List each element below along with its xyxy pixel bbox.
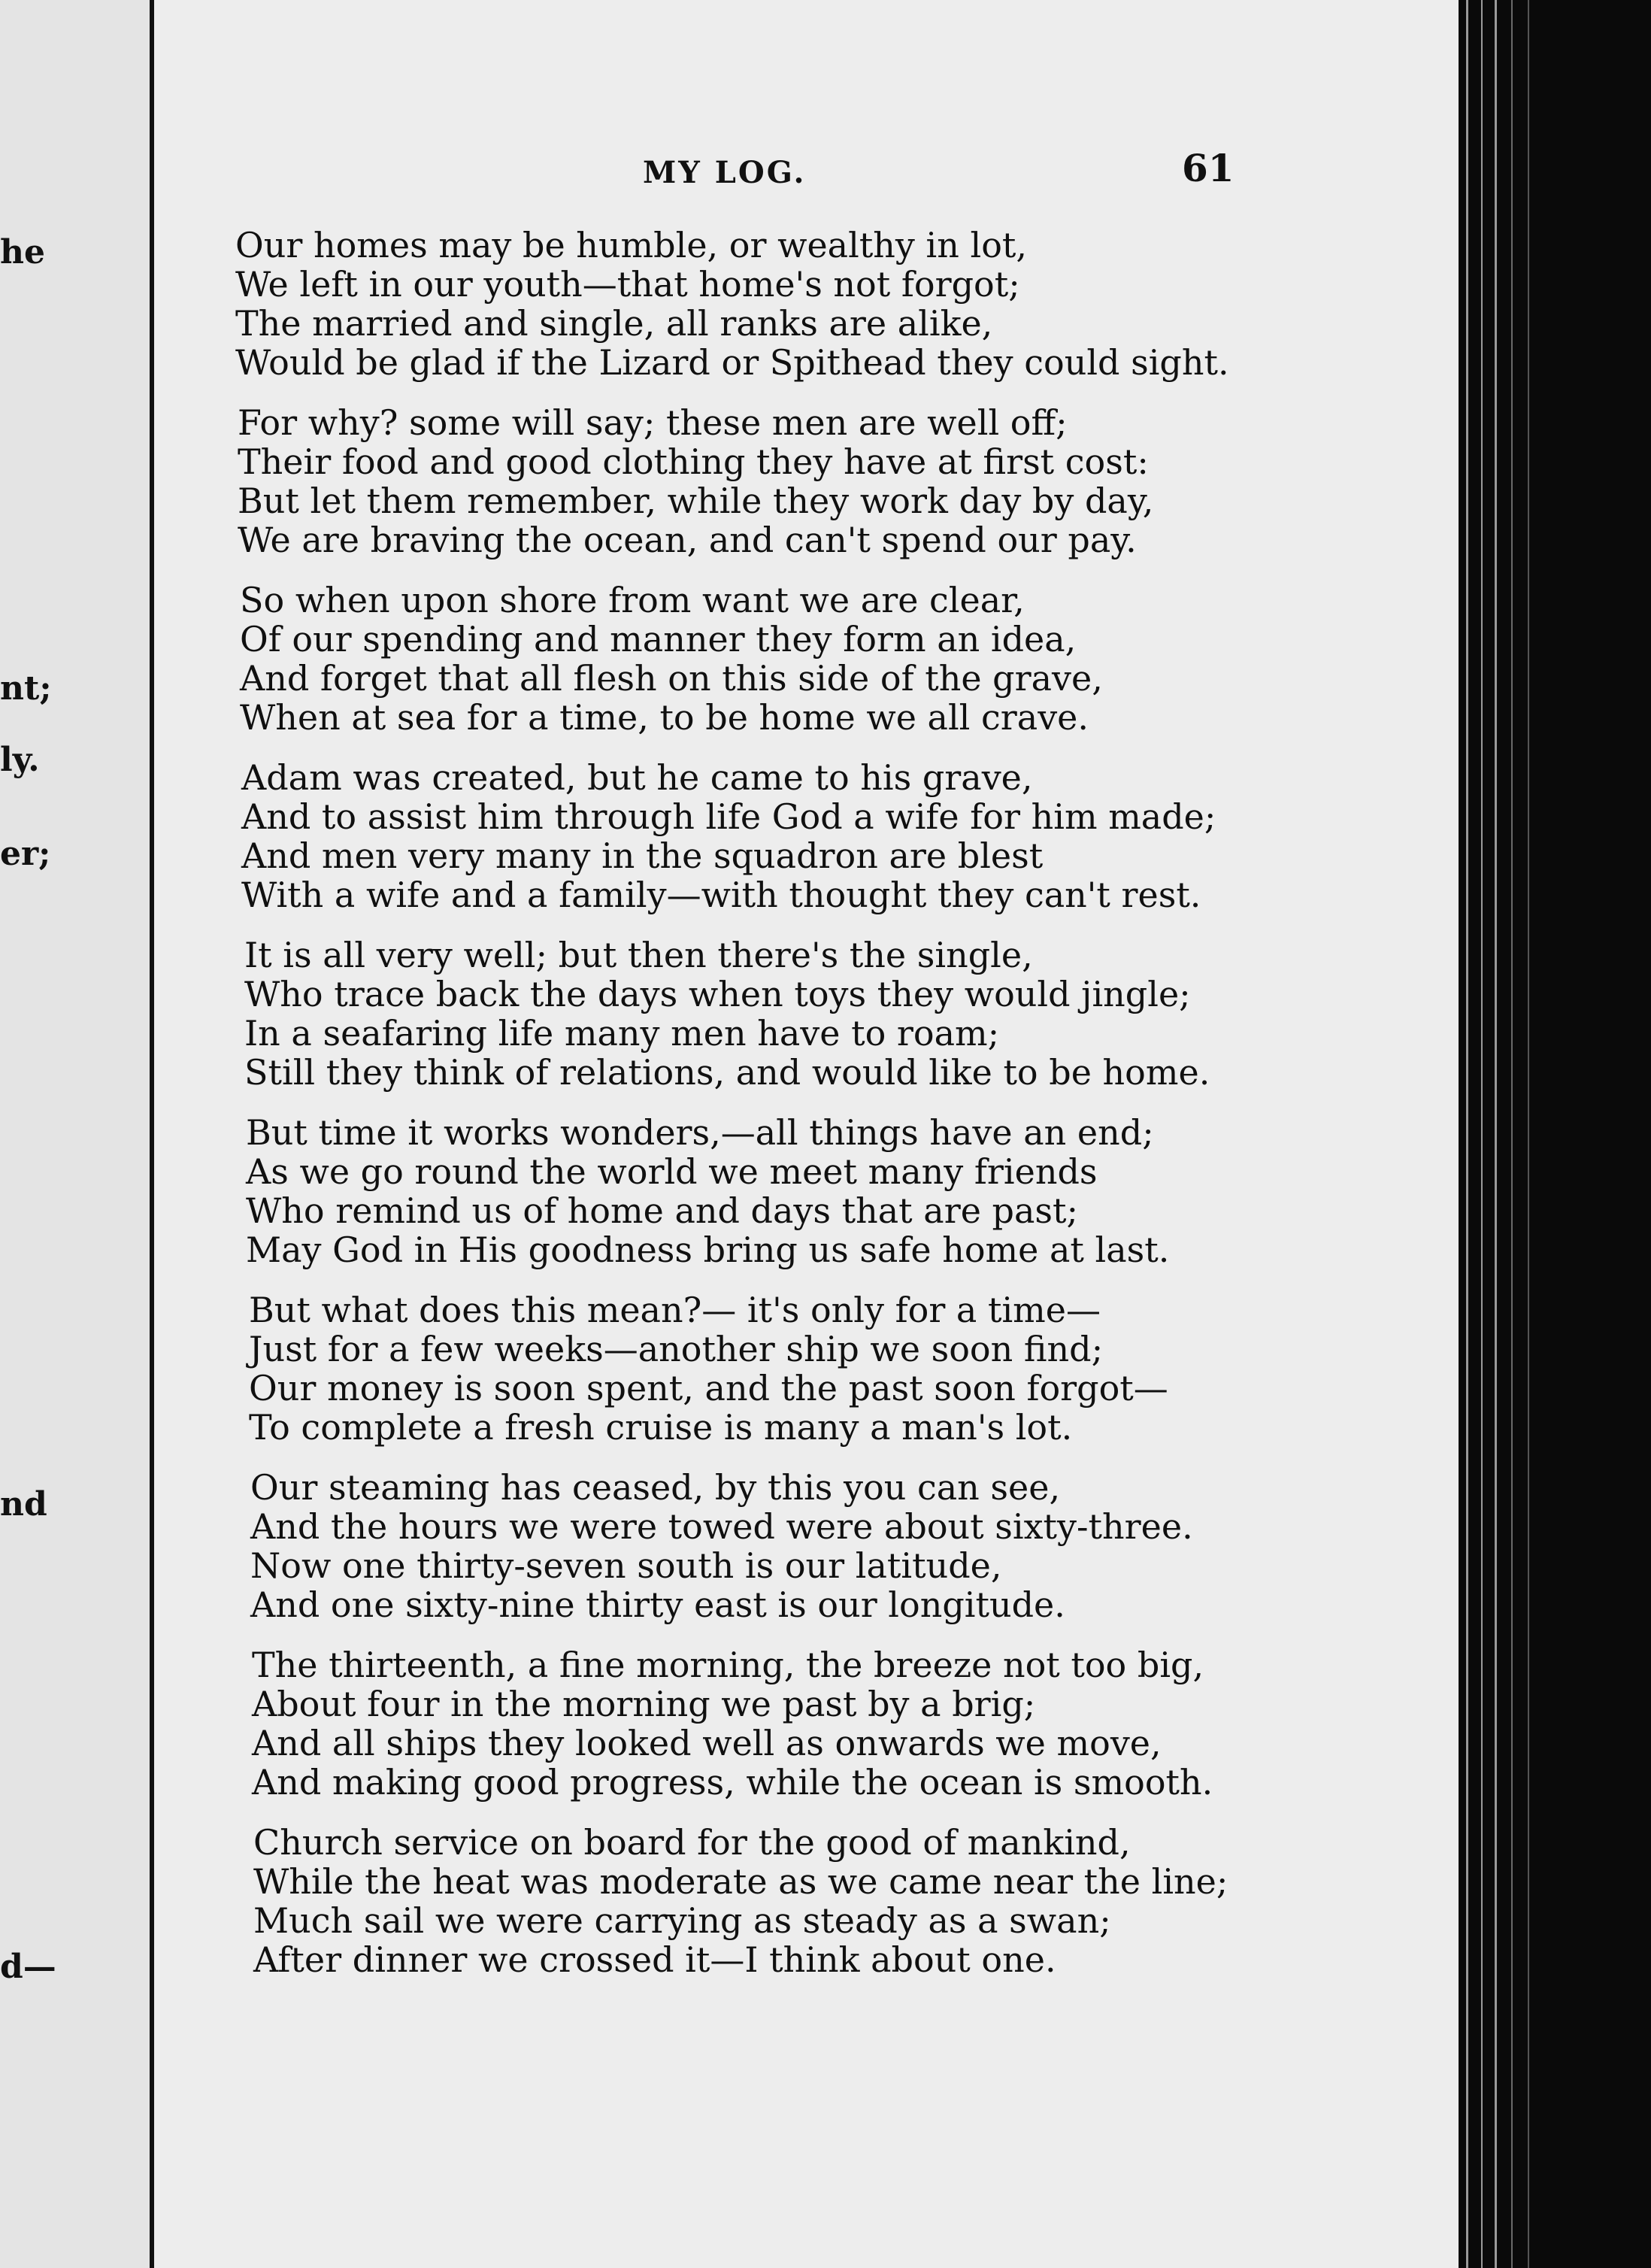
verse-line: Much sail we were carrying as steady as a swan; (253, 1900, 1111, 1941)
verse-line: The married and single, all ranks are alike, (235, 303, 993, 344)
verse-line: Our money is soon spent, and the past soon forgot— (249, 1368, 1168, 1408)
running-head: MY LOG. (643, 155, 807, 190)
verse-line: After dinner we crossed it—I think about one. (253, 1939, 1056, 1980)
stanza (229, 226, 1297, 382)
verse-line: We are braving the ocean, and can't spend our pay. (238, 520, 1137, 560)
verse-line: Church service on board for the good of mankind, (253, 1822, 1131, 1863)
verse-line: And all ships they looked well as onwards we move, (252, 1723, 1162, 1763)
poem-body (229, 226, 1297, 2000)
left-page-fragment: d— (0, 1948, 56, 1986)
stanza (229, 1468, 1297, 1624)
verse-line: And to assist him through life God a wife for him made; (241, 796, 1216, 837)
left-page-fragment: ly. (0, 741, 40, 779)
verse-line: The thirteenth, a fine morning, the breeze not too big, (252, 1645, 1204, 1685)
verse-line: And the hours we were towed were about sixty-three. (250, 1506, 1193, 1547)
verse-line: Their food and good clothing they have at first cost: (238, 441, 1149, 482)
stanza (229, 581, 1297, 737)
verse-line: Of our spending and manner they form an idea, (240, 619, 1077, 659)
verse-line: Our homes may be humble, or wealthy in lot, (235, 225, 1028, 265)
page-edges (1459, 0, 1651, 2268)
left-page-fragment: er; (0, 835, 51, 873)
verse-line: It is all very well; but then there's the single, (244, 935, 1033, 975)
verse-line: Now one thirty-seven south is our latitude, (250, 1545, 1002, 1586)
stanza (229, 1290, 1297, 1447)
stanza (229, 403, 1297, 559)
left-page (0, 0, 154, 2268)
verse-line: And forget that all flesh on this side of the grave, (240, 658, 1103, 699)
verse-line: With a wife and a family—with thought they can't rest. (241, 875, 1201, 915)
verse-line: To complete a fresh cruise is many a man's lot. (249, 1407, 1073, 1448)
stanza (229, 1645, 1297, 1802)
verse-line: When at sea for a time, to be home we all crave. (240, 697, 1089, 738)
verse-line: As we go round the world we meet many friends (246, 1151, 1098, 1192)
left-page-fragment: nt; (0, 669, 52, 708)
verse-line: And one sixty-nine thirty east is our longitude. (250, 1584, 1065, 1625)
left-page-fragment: he (0, 233, 45, 271)
stanza (229, 1113, 1297, 1269)
left-page-fragment: nd (0, 1485, 47, 1524)
verse-line: In a seafaring life many men have to roam; (244, 1013, 1000, 1054)
verse-line: So when upon shore from want we are clear, (240, 580, 1025, 620)
verse-line: We left in our youth—that home's not forgot; (235, 264, 1020, 305)
verse-line: Who remind us of home and days that are past; (246, 1190, 1079, 1231)
verse-line: Who trace back the days when toys they would jingle; (244, 974, 1191, 1014)
verse-line: Still they think of relations, and would like to be home. (244, 1052, 1210, 1093)
stanza (229, 1823, 1297, 1979)
verse-line: For why? some will say; these men are well off; (238, 402, 1068, 443)
stanza (229, 935, 1297, 1092)
verse-line: While the heat was moderate as we came near the line; (253, 1861, 1228, 1902)
verse-line: Adam was created, but he came to his grave, (241, 757, 1033, 798)
verse-line: But let them remember, while they work day by day, (238, 481, 1154, 521)
verse-line: About four in the morning we past by a brig; (252, 1684, 1036, 1724)
verse-line: Would be glad if the Lizard or Spithead they could sight. (235, 342, 1229, 383)
verse-line: May God in His goodness bring us safe home at last. (246, 1230, 1170, 1270)
verse-line: And making good progress, while the ocean is smooth. (252, 1762, 1213, 1803)
page-number: 61 (1182, 146, 1234, 190)
verse-line: But what does this mean?— it's only for a time— (249, 1290, 1101, 1330)
verse-line: And men very many in the squadron are blest (241, 835, 1044, 876)
verse-line: But time it works wonders,—all things have an end; (246, 1112, 1154, 1153)
verse-line: Just for a few weeks—another ship we soon find; (249, 1329, 1104, 1369)
verse-line: Our steaming has ceased, by this you can see, (250, 1467, 1061, 1508)
stanza (229, 758, 1297, 914)
